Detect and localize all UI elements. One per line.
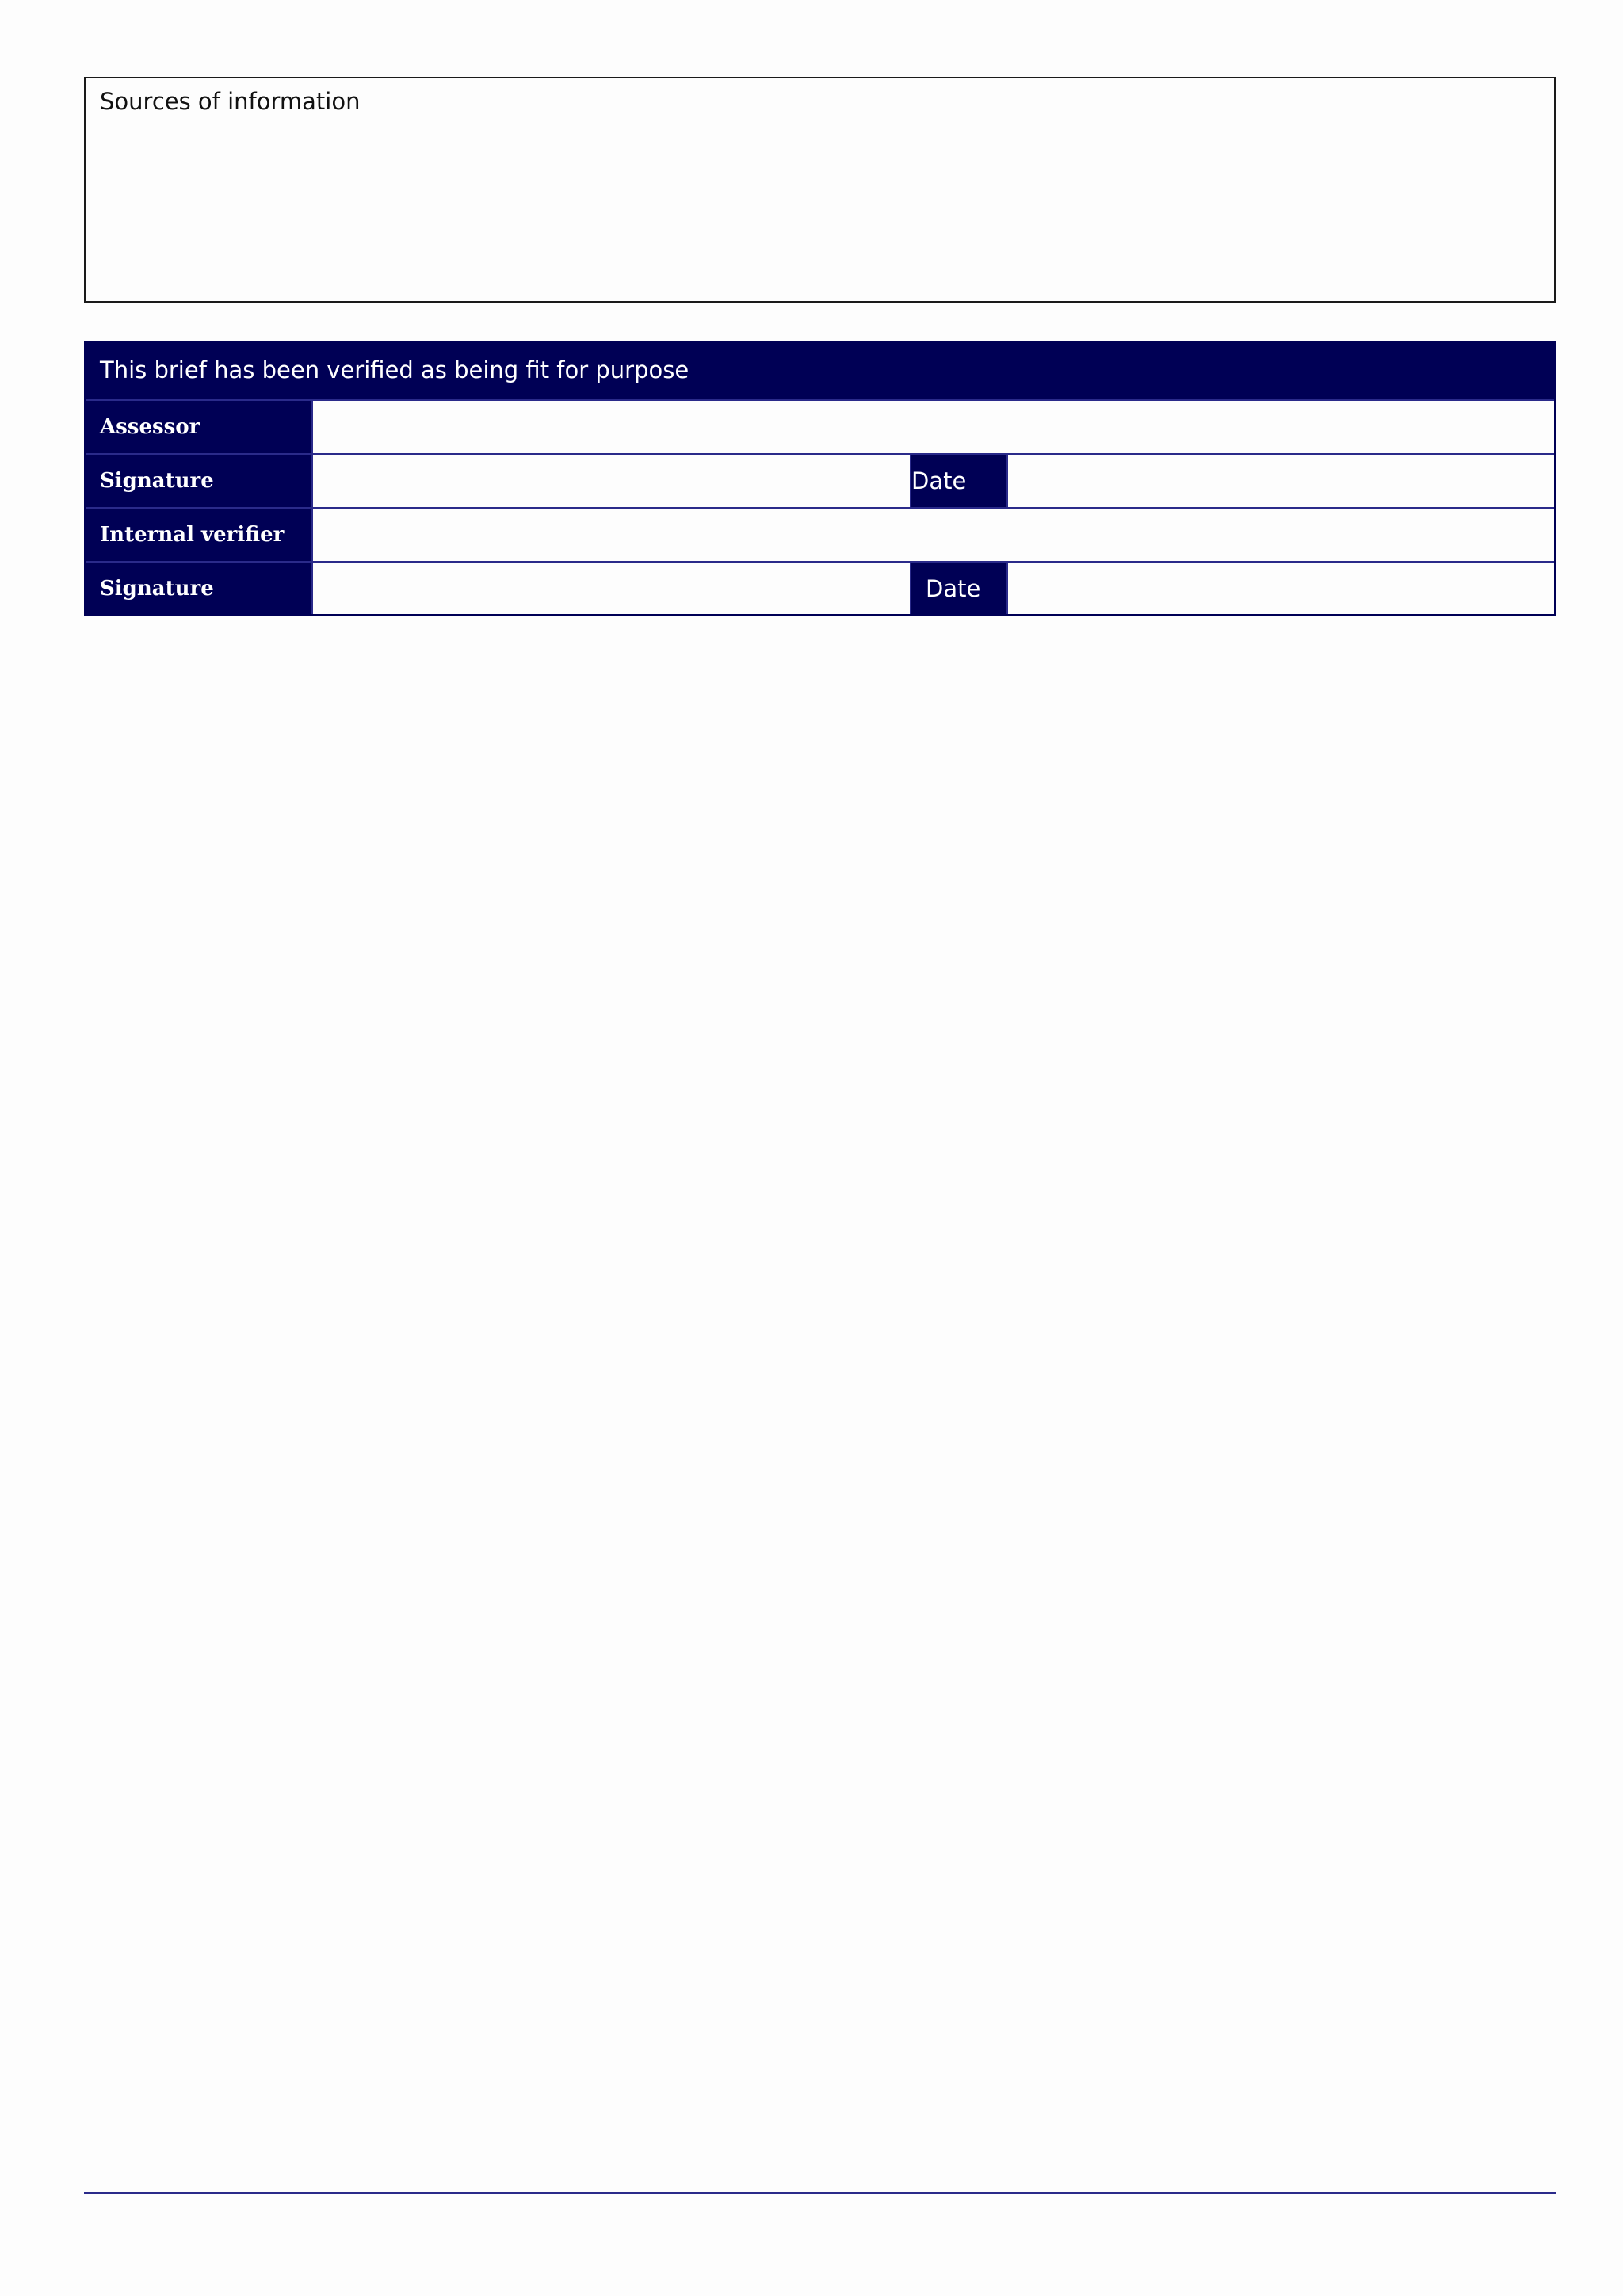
- assessor-date-label-cell: [910, 455, 1008, 507]
- verifier-signature-row: [86, 561, 1554, 614]
- verifier-signature-label-cell: [86, 563, 313, 614]
- verifier-date-label-cell: [910, 563, 1008, 614]
- assessor-signature-label: Signature: [100, 469, 214, 493]
- verifier-date-field[interactable]: [1008, 563, 1554, 614]
- verifier-date-label: Date: [926, 575, 981, 602]
- assessor-date-label: Date: [911, 467, 967, 494]
- assessor-signature-label-cell: [86, 455, 313, 507]
- verification-header: [86, 342, 1554, 399]
- footer-divider: [84, 2192, 1556, 2194]
- assessor-row: [86, 399, 1554, 453]
- internal-verifier-field[interactable]: [313, 509, 1554, 561]
- internal-verifier-label-cell: [86, 509, 313, 561]
- sources-of-information-label: Sources of information: [100, 88, 361, 115]
- assessor-signature-field[interactable]: [313, 455, 910, 507]
- assessor-date-field[interactable]: [1008, 455, 1554, 507]
- verification-table: [84, 341, 1556, 616]
- sources-of-information-box: [84, 77, 1556, 303]
- verification-header-text: This brief has been verified as being fit for purpose: [100, 357, 689, 383]
- assessor-label: Assessor: [100, 415, 200, 439]
- verifier-signature-field[interactable]: [313, 563, 910, 614]
- assessor-signature-row: [86, 453, 1554, 507]
- internal-verifier-row: [86, 507, 1554, 561]
- internal-verifier-label: Internal verifier: [100, 523, 285, 547]
- assessor-field[interactable]: [313, 401, 1554, 453]
- verifier-signature-label: Signature: [100, 577, 214, 601]
- assessor-label-cell: [86, 401, 313, 453]
